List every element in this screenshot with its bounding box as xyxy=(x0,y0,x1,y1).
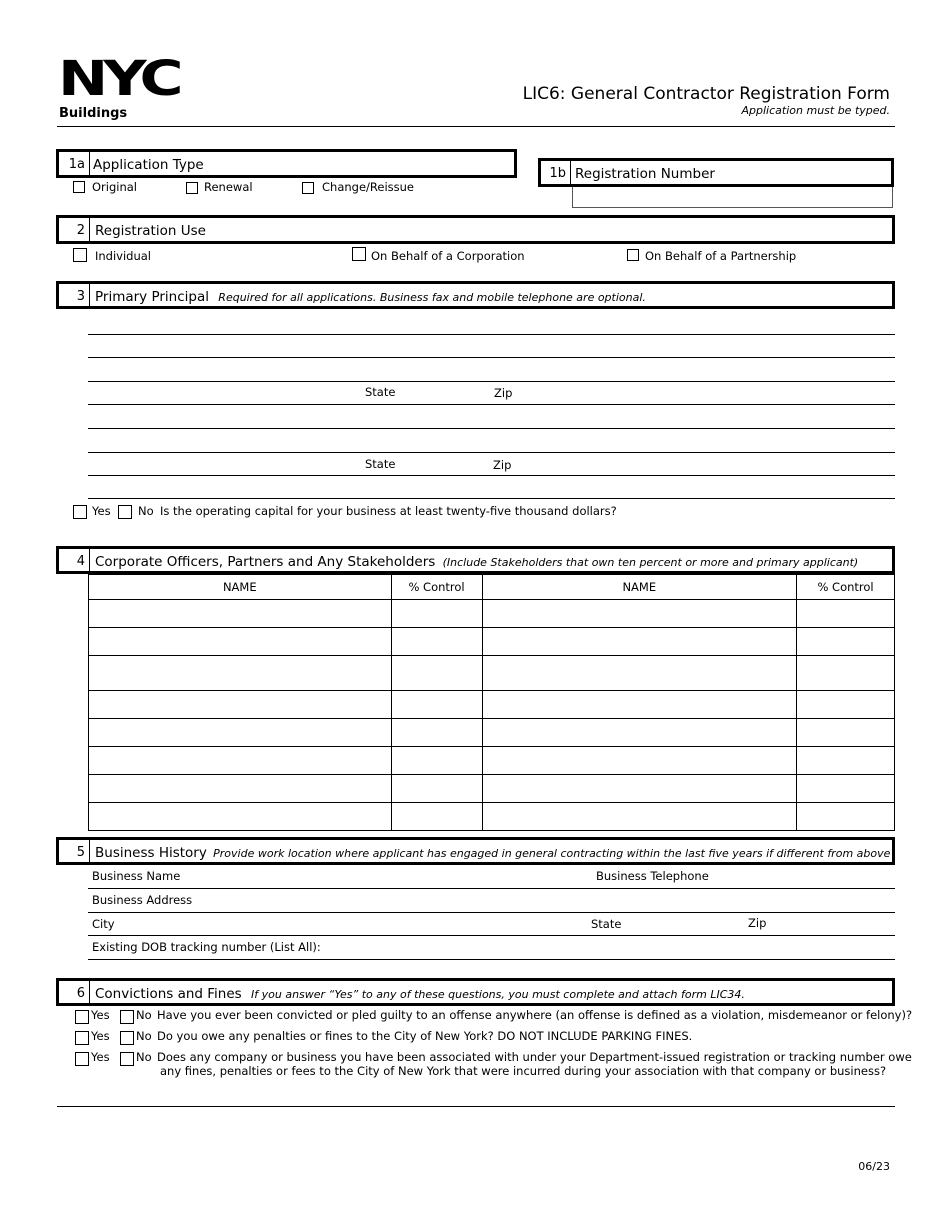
table-row xyxy=(89,803,895,831)
control-cell[interactable] xyxy=(391,656,482,691)
section-title xyxy=(95,289,646,305)
field-underline xyxy=(88,935,895,936)
section-title-text: Primary Principal xyxy=(95,289,209,305)
section-4-header xyxy=(56,546,895,574)
name-cell[interactable] xyxy=(482,775,797,803)
name-cell[interactable] xyxy=(89,747,392,775)
section-title xyxy=(95,845,890,861)
q1-no-label: No xyxy=(136,1008,152,1022)
partnership-checkbox[interactable] xyxy=(627,249,639,261)
section-divider xyxy=(89,549,90,571)
name-cell[interactable] xyxy=(482,691,797,719)
field-underline xyxy=(88,428,895,429)
section-title xyxy=(95,986,745,1002)
section-note: Required for all applications. Business fax and mobile telephone are optional. xyxy=(218,291,646,304)
q2-yes-checkbox[interactable] xyxy=(75,1031,89,1045)
table-row xyxy=(89,600,895,628)
form-subtitle: Application must be typed. xyxy=(741,104,890,117)
column-header: NAME xyxy=(482,575,797,600)
q2-yes-label: Yes xyxy=(91,1029,110,1043)
section-divider xyxy=(89,218,90,241)
q1-yes-label: Yes xyxy=(91,1008,110,1022)
state-label: State xyxy=(365,385,396,399)
section-number: 5 xyxy=(76,845,85,860)
section-divider xyxy=(89,840,90,862)
field-underline xyxy=(88,357,895,358)
original-checkbox[interactable] xyxy=(73,181,85,193)
control-cell[interactable] xyxy=(797,656,895,691)
form-title: LIC6: General Contractor Registration Form xyxy=(522,84,890,104)
name-cell[interactable] xyxy=(89,775,392,803)
control-cell[interactable] xyxy=(797,628,895,656)
control-cell[interactable] xyxy=(391,719,482,747)
table-row xyxy=(89,719,895,747)
field-underline xyxy=(88,381,895,382)
column-header: % Control xyxy=(797,575,895,600)
logo-subtext: Buildings xyxy=(59,106,128,121)
individual-label: Individual xyxy=(95,249,152,263)
section-number: 2 xyxy=(76,223,85,238)
section-divider xyxy=(570,161,571,184)
capital-no-checkbox[interactable] xyxy=(118,505,132,519)
section-divider xyxy=(89,152,90,175)
section-title xyxy=(95,554,858,570)
capital-yes-checkbox[interactable] xyxy=(73,505,87,519)
original-label: Original xyxy=(92,180,138,194)
control-cell[interactable] xyxy=(391,775,482,803)
q1-text: Have you ever been convicted or pled guilty to an offense anywhere (an offense is defined as a violation, misdemeanor or felony)? xyxy=(157,1008,913,1022)
field-underline xyxy=(88,475,895,476)
capital-no-label: No xyxy=(138,504,154,518)
name-cell[interactable] xyxy=(89,628,392,656)
control-cell[interactable] xyxy=(797,719,895,747)
control-cell[interactable] xyxy=(391,747,482,775)
capital-yes-label: Yes xyxy=(92,504,111,518)
q2-no-label: No xyxy=(136,1029,152,1043)
table-row xyxy=(89,747,895,775)
section-divider xyxy=(89,981,90,1003)
q3-no-label: No xyxy=(136,1050,152,1064)
name-cell[interactable] xyxy=(482,719,797,747)
change-reissue-label: Change/Reissue xyxy=(322,180,414,194)
capital-question: Is the operating capital for your business at least twenty-five thousand dollars? xyxy=(160,504,617,518)
section-1a-header xyxy=(56,149,517,178)
section-note: If you answer “Yes” to any of these questions, you must complete and attach form LIC34. xyxy=(251,988,745,1001)
q1-no-checkbox[interactable] xyxy=(120,1010,134,1024)
q3-text-line2: any fines, penalties or fees to the City of New York that were incurred during your association with that company or business? xyxy=(160,1064,887,1078)
section-number: 4 xyxy=(76,554,85,569)
field-underline xyxy=(88,959,895,960)
history-business-telephone-label: Business Telephone xyxy=(596,869,709,883)
zip-label: Zip xyxy=(494,386,513,400)
change-reissue-checkbox[interactable] xyxy=(302,182,314,194)
control-cell[interactable] xyxy=(391,691,482,719)
name-cell[interactable] xyxy=(89,691,392,719)
column-header: % Control xyxy=(391,575,482,600)
name-cell[interactable] xyxy=(482,628,797,656)
corporation-label: On Behalf of a Corporation xyxy=(371,249,525,263)
control-cell[interactable] xyxy=(797,803,895,831)
section-title: Registration Use xyxy=(95,223,206,239)
name-cell[interactable] xyxy=(89,719,392,747)
q3-yes-checkbox[interactable] xyxy=(75,1052,89,1066)
section-title: Application Type xyxy=(93,157,204,173)
control-cell[interactable] xyxy=(797,691,895,719)
form-date: 06/23 xyxy=(858,1160,890,1173)
name-cell[interactable] xyxy=(482,747,797,775)
section-3-header xyxy=(56,281,895,309)
officers-table xyxy=(88,574,895,831)
table-row xyxy=(89,656,895,691)
business-zip-label: Zip xyxy=(493,458,512,472)
section-title-text: Convictions and Fines xyxy=(95,986,242,1002)
control-cell[interactable] xyxy=(797,600,895,628)
history-business-address-label: Business Address xyxy=(92,893,193,907)
q3-text-line1: Does any company or business you have been associated with under your Department-issued registration or tracking number owe xyxy=(157,1050,912,1064)
field-underline xyxy=(88,452,895,453)
name-cell[interactable] xyxy=(89,803,392,831)
control-cell[interactable] xyxy=(797,747,895,775)
section-note: Provide work location where applicant has engaged in general contracting within the last five years if different from above xyxy=(213,847,891,860)
business-state-label: State xyxy=(365,457,396,471)
section-divider xyxy=(89,284,90,306)
control-cell[interactable] xyxy=(797,775,895,803)
history-state-label: State xyxy=(591,917,622,931)
control-cell[interactable] xyxy=(391,803,482,831)
field-underline xyxy=(88,498,895,499)
section-number: 3 xyxy=(76,289,85,304)
column-header: NAME xyxy=(89,575,392,600)
field-underline xyxy=(88,912,895,913)
name-cell[interactable] xyxy=(89,600,392,628)
q2-no-checkbox[interactable] xyxy=(120,1031,134,1045)
name-cell[interactable] xyxy=(482,600,797,628)
section-note: (Include Stakeholders that own ten percent or more and primary applicant) xyxy=(442,556,859,569)
individual-checkbox[interactable] xyxy=(73,248,87,262)
partnership-label: On Behalf of a Partnership xyxy=(645,249,797,263)
history-business-name-label: Business Name xyxy=(92,869,181,883)
table-row xyxy=(89,628,895,656)
tracking-number-label: Existing DOB tracking number (List All): xyxy=(92,940,321,954)
name-cell[interactable] xyxy=(482,803,797,831)
section-title-text: Business History xyxy=(95,845,207,861)
history-city-label: City xyxy=(92,917,115,931)
corporation-checkbox[interactable] xyxy=(352,247,366,261)
field-underline xyxy=(88,888,895,889)
section-1b-header xyxy=(538,158,894,187)
table-header-row xyxy=(89,575,895,600)
section-number: 1a xyxy=(68,157,85,172)
renewal-label: Renewal xyxy=(204,180,253,194)
table-row xyxy=(89,691,895,719)
footer-rule xyxy=(57,1106,895,1107)
table-row xyxy=(89,775,895,803)
q3-yes-label: Yes xyxy=(91,1050,110,1064)
nyc-buildings-logo xyxy=(58,52,198,124)
logo-mark: NYC xyxy=(58,51,179,107)
name-cell[interactable] xyxy=(89,656,392,691)
section-2-header xyxy=(56,215,895,244)
control-cell[interactable] xyxy=(391,600,482,628)
history-zip-label: Zip xyxy=(748,916,767,930)
control-cell[interactable] xyxy=(391,628,482,656)
section-number: 6 xyxy=(76,986,85,1001)
field-underline xyxy=(88,334,895,335)
registration-number-field[interactable] xyxy=(572,187,893,208)
q2-text: Do you owe any penalties or fines to the City of New York? DO NOT INCLUDE PARKING FINES. xyxy=(157,1029,693,1043)
q1-yes-checkbox[interactable] xyxy=(75,1010,89,1024)
section-5-header xyxy=(56,837,895,865)
q3-no-checkbox[interactable] xyxy=(120,1052,134,1066)
name-cell[interactable] xyxy=(482,656,797,691)
header-rule xyxy=(57,126,895,127)
field-underline xyxy=(88,404,895,405)
section-6-header xyxy=(56,978,895,1006)
section-title: Registration Number xyxy=(575,166,715,182)
renewal-checkbox[interactable] xyxy=(186,182,198,194)
section-title-text: Corporate Officers, Partners and Any Stakeholders xyxy=(95,554,436,570)
section-number: 1b xyxy=(549,166,566,181)
